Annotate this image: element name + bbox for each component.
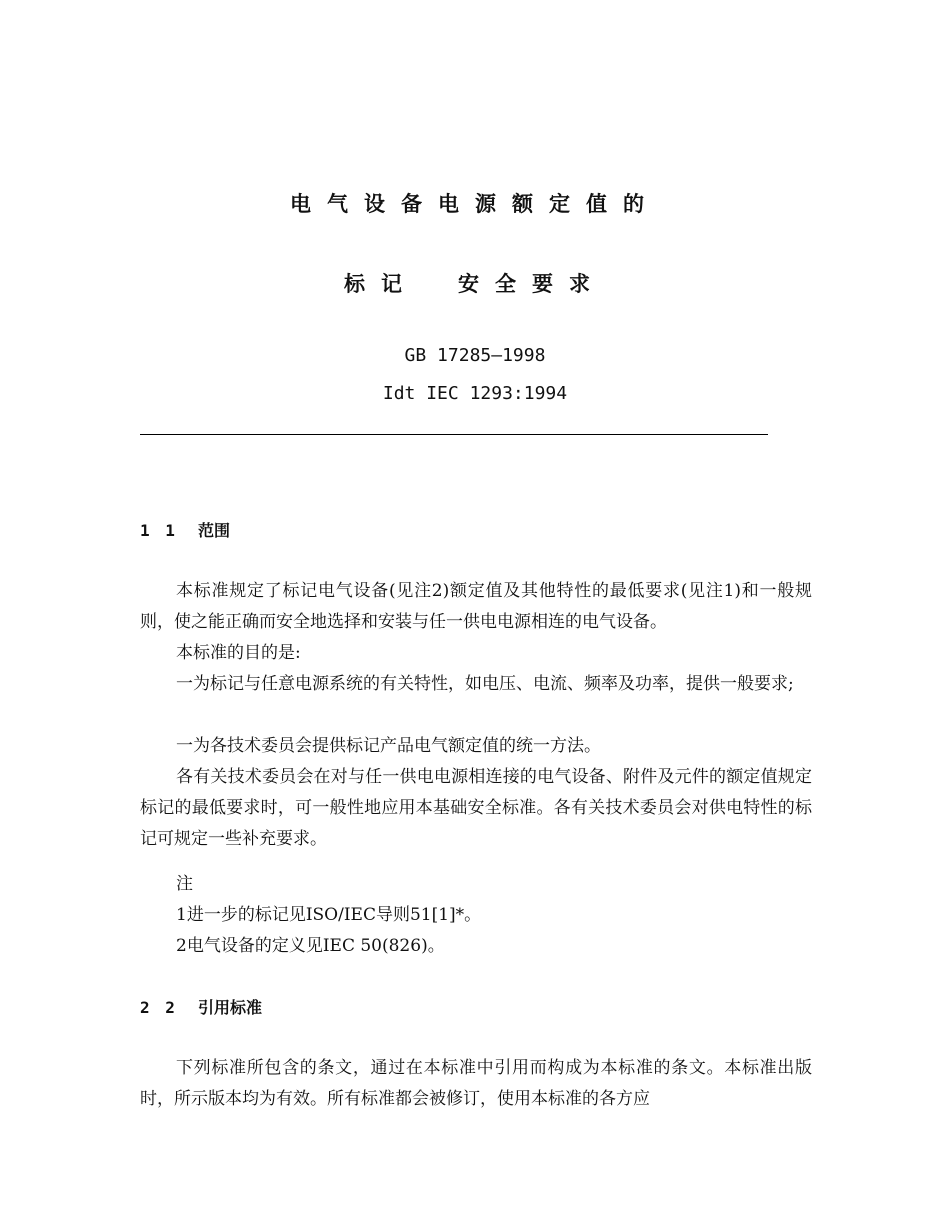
section-number: 1 1 — [140, 521, 175, 540]
note-1: 1进一步的标记见ISO/IEC导则51[1]*。 — [176, 905, 482, 925]
references-paragraph-1: 下列标准所包含的条文，通过在本标准中引用而构成为本标准的条文。本标准出版时，所示版本均为有效。所有标准都会被修订，使用本标准的各方应 — [140, 1058, 812, 1109]
title-part-safety: 安全要求 — [458, 272, 606, 296]
standard-code: GB 17285—1998 — [404, 345, 546, 366]
idt-code: Idt IEC 1293:1994 — [382, 383, 568, 404]
scope-paragraph-3: 一为标记与任意电源系统的有关特性，如电压、电流、频率及功率，提供一般要求; — [176, 674, 794, 694]
section-title: 引用标准 — [198, 998, 263, 1017]
scope-paragraph-2: 本标准的目的是: — [176, 643, 301, 663]
section-title: 范围 — [198, 521, 231, 540]
note-2: 2电气设备的定义见IEC 50(826)。 — [176, 936, 445, 956]
section-heading-scope — [140, 518, 230, 541]
section-heading-references — [140, 995, 262, 1018]
document-title-line2 — [0, 268, 950, 298]
scope-paragraph-1: 本标准规定了标记电气设备(见注2)额定值及其他特性的最低要求(见注1)和一般规则，使之能正确而安全地选择和安装与任一供电电源相连的电气设备。 — [140, 581, 812, 632]
scope-paragraph-5: 各有关技术委员会在对与任一供电电源相连接的电气设备、附件及元件的额定值规定标记的最低要求时，可一般性地应用本基础安全标准。各有关技术委员会对供电特性的标记可规定一些补充要求。 — [140, 767, 812, 849]
section-number: 2 2 — [140, 998, 175, 1017]
document-title-line1: 电气设备电源额定值的 — [290, 192, 660, 216]
scope-paragraph-4: 一为各技术委员会提供标记产品电气额定值的统一方法。 — [176, 736, 601, 756]
title-part-marking: 标记 — [344, 272, 418, 296]
header-divider — [140, 434, 768, 435]
note-label: 注 — [176, 874, 193, 894]
